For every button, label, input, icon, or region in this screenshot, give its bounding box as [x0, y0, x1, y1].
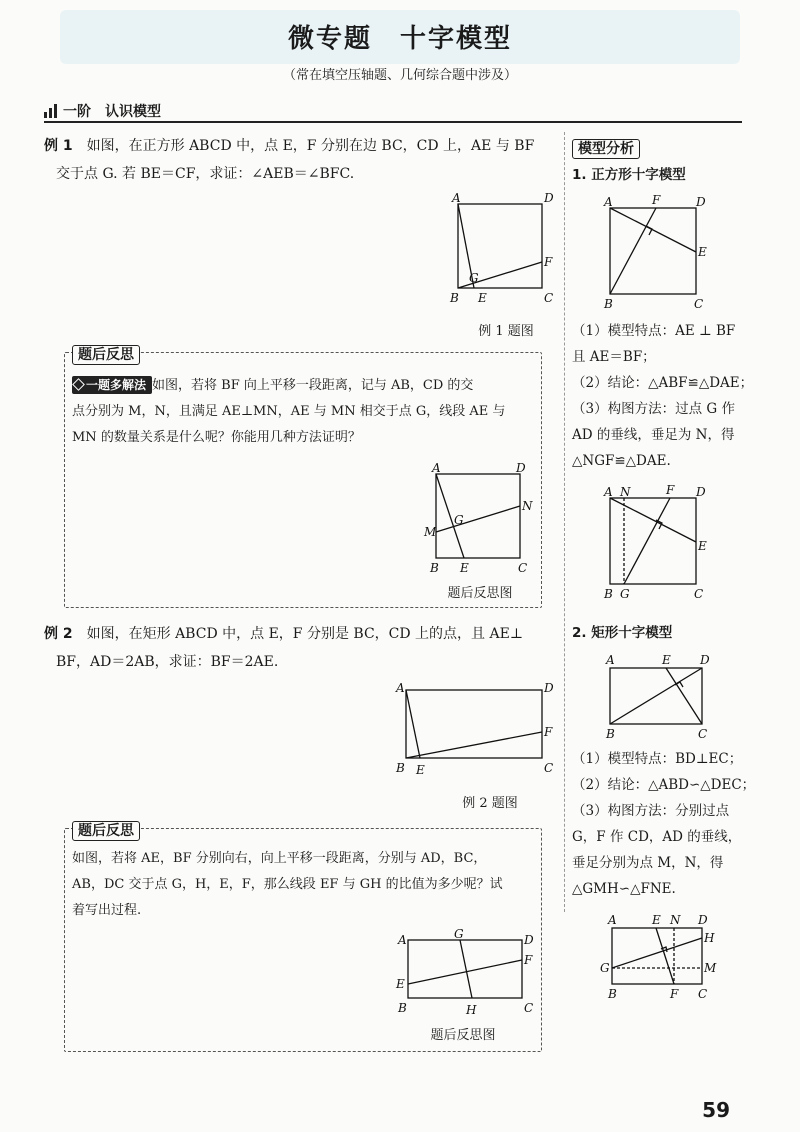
- fig-label: H: [704, 931, 715, 945]
- fig-label: H: [466, 1003, 477, 1017]
- reflection-2-line2: AB，DC 交于点 G，H，E，F，那么线段 EF 与 GH 的比值为多少呢？试: [72, 877, 503, 892]
- note-construction: （3）构图方法：过点 G 作: [572, 401, 735, 417]
- example-2-line1: 如图，在矩形 ABCD 中，点 E，F 分别是 BC，CD 上的点，且 AE⊥: [86, 626, 523, 642]
- fig-label: A: [398, 933, 407, 947]
- rect-note-construction-4: △GMH∽△FNE.: [572, 881, 676, 897]
- note-construction-cont: AD 的垂线，垂足为 N，得: [572, 427, 735, 443]
- square-model-heading: 1. 正方形十字模型: [572, 167, 686, 183]
- fig-label: B: [604, 587, 613, 601]
- fig-label: A: [452, 191, 461, 205]
- fig-label: F: [670, 987, 679, 1001]
- rect-note-conclusion: （2）结论：△ABD∽△DEC；: [572, 777, 756, 793]
- fig-label: A: [606, 653, 615, 667]
- section-label: 一阶 认识模型: [63, 104, 161, 120]
- fig-label: B: [450, 291, 459, 305]
- fig-label: E: [698, 245, 707, 259]
- reflection-2-line3: 着写出过程.: [72, 903, 142, 918]
- column-separator: [564, 132, 566, 912]
- fig-label: B: [430, 561, 439, 575]
- section-heading: [44, 101, 161, 121]
- fig-label: C: [698, 727, 708, 741]
- reflection-1-figure: [420, 460, 540, 580]
- fig-label: G: [600, 961, 610, 975]
- section-rule: [44, 121, 742, 123]
- fig-label: C: [544, 291, 554, 305]
- fig-label: M: [424, 525, 437, 539]
- fig-label: A: [432, 461, 441, 475]
- example-1: [44, 132, 559, 188]
- reflection-1-text: [72, 373, 534, 451]
- fig-label: B: [398, 1001, 407, 1015]
- fig-label: C: [518, 561, 528, 575]
- note-feature: （1）模型特点：AE ⊥ BF: [572, 323, 736, 339]
- fig-label: B: [606, 727, 615, 741]
- fig-label: A: [608, 913, 617, 927]
- fig-label: G: [620, 587, 630, 601]
- example-1-label: 例 1: [44, 138, 73, 154]
- rect-model-notes: [572, 746, 762, 902]
- example-2-label: 例 2: [44, 626, 73, 642]
- fig-label: C: [524, 1001, 534, 1015]
- rect-model-figure: [596, 650, 720, 742]
- multi-method-badge: 一题多解法: [72, 376, 152, 394]
- example-2-line2: BF，AD＝2AB，求证：BF＝2AE.: [56, 654, 279, 670]
- fig-label: G: [469, 271, 479, 285]
- fig-label: E: [652, 913, 661, 927]
- fig-label: A: [396, 681, 405, 695]
- reflection-2-caption: 题后反思图: [430, 1028, 496, 1043]
- example-1-line2: 交于点 G. 若 BE＝CF，求证：∠AEB＝∠BFC.: [56, 166, 355, 182]
- fig-label: E: [396, 977, 405, 991]
- example-2-figure: [392, 676, 562, 786]
- fig-label: E: [416, 763, 425, 777]
- example-1-line1: 如图，在正方形 ABCD 中，点 E，F 分别在边 BC，CD 上，AE 与 BF: [86, 138, 535, 154]
- fig-label: F: [524, 953, 533, 967]
- fig-label: N: [620, 485, 631, 499]
- fig-label: A: [604, 195, 613, 209]
- fig-label: D: [516, 461, 526, 475]
- fig-label: D: [696, 195, 706, 209]
- fig-label: C: [694, 297, 704, 311]
- fig-label: C: [544, 761, 554, 775]
- fig-label: D: [524, 933, 534, 947]
- square-construction-figure: [596, 480, 712, 604]
- reflection-tag-1: 题后反思: [72, 344, 140, 365]
- reflection-1-line1: 如图，若将 BF 向上平移一段距离，记与 AB，CD 的交: [152, 378, 474, 393]
- fig-label: N: [522, 499, 533, 513]
- square-model-notes: [572, 318, 762, 474]
- fig-label: F: [544, 255, 553, 269]
- rect-note-construction: （3）构图方法：分别过点: [572, 803, 730, 819]
- fig-label: C: [694, 587, 704, 601]
- rect-model-heading: 2. 矩形十字模型: [572, 625, 673, 641]
- bar-chart-icon: [44, 104, 57, 118]
- fig-label: B: [604, 297, 613, 311]
- reflection-tag-2: 题后反思: [72, 820, 140, 841]
- example-1-caption: 例 1 题图: [478, 324, 534, 339]
- fig-label: E: [698, 539, 707, 553]
- reflection-2-text: [72, 846, 534, 924]
- rect-note-construction-3: 垂足分别为点 M，N，得: [572, 855, 724, 871]
- example-1-figure: [444, 190, 564, 310]
- fig-label: D: [544, 681, 554, 695]
- note-conclusion: （2）结论：△ABF≌△DAE；: [572, 375, 754, 391]
- note-feature-cont: 且 AE＝BF；: [572, 349, 656, 365]
- fig-label: E: [478, 291, 487, 305]
- page-number: 59: [702, 1098, 730, 1122]
- fig-label: F: [652, 193, 661, 207]
- rect-construction-figure: [594, 910, 724, 1002]
- fig-label: E: [460, 561, 469, 575]
- example-2-caption: 例 2 题图: [462, 796, 518, 811]
- example-2: [44, 620, 559, 676]
- fig-label: F: [666, 483, 675, 497]
- note-construction-end: △NGF≌△DAE.: [572, 453, 671, 469]
- fig-label: G: [454, 927, 464, 941]
- page-subtitle: （常在填空压轴题、几何综合题中涉及）: [282, 68, 517, 83]
- reflection-2-figure: [394, 926, 544, 1022]
- fig-label: C: [698, 987, 708, 1001]
- rect-note-construction-2: G，F 作 CD，AD 的垂线，: [572, 829, 742, 845]
- fig-label: G: [454, 513, 464, 527]
- fig-label: D: [698, 913, 708, 927]
- reflection-1-line2: 点分别为 M，N，且满足 AE⊥MN，AE 与 MN 相交于点 G，线段 AE 与: [72, 404, 506, 419]
- reflection-2-line1: 如图，若将 AE，BF 分别向右，向上平移一段距离，分别与 AD，BC，: [72, 851, 487, 866]
- fig-label: D: [696, 485, 706, 499]
- fig-label: F: [544, 725, 553, 739]
- page-title: 微专题 十字模型: [287, 24, 512, 54]
- rect-note-feature: （1）模型特点：BD⊥EC；: [572, 751, 743, 767]
- fig-label: D: [700, 653, 710, 667]
- fig-label: N: [670, 913, 681, 927]
- reflection-1-line3: MN 的数量关系是什么呢？你能用几种方法证明？: [72, 430, 361, 445]
- fig-label: B: [608, 987, 617, 1001]
- reflection-1-caption: 题后反思图: [447, 586, 513, 601]
- fig-label: E: [662, 653, 671, 667]
- fig-label: M: [704, 961, 717, 975]
- fig-label: A: [604, 485, 613, 499]
- square-model-figure: [596, 190, 712, 314]
- model-analysis-tag: 模型分析: [572, 138, 640, 159]
- fig-label: B: [396, 761, 405, 775]
- fig-label: D: [544, 191, 554, 205]
